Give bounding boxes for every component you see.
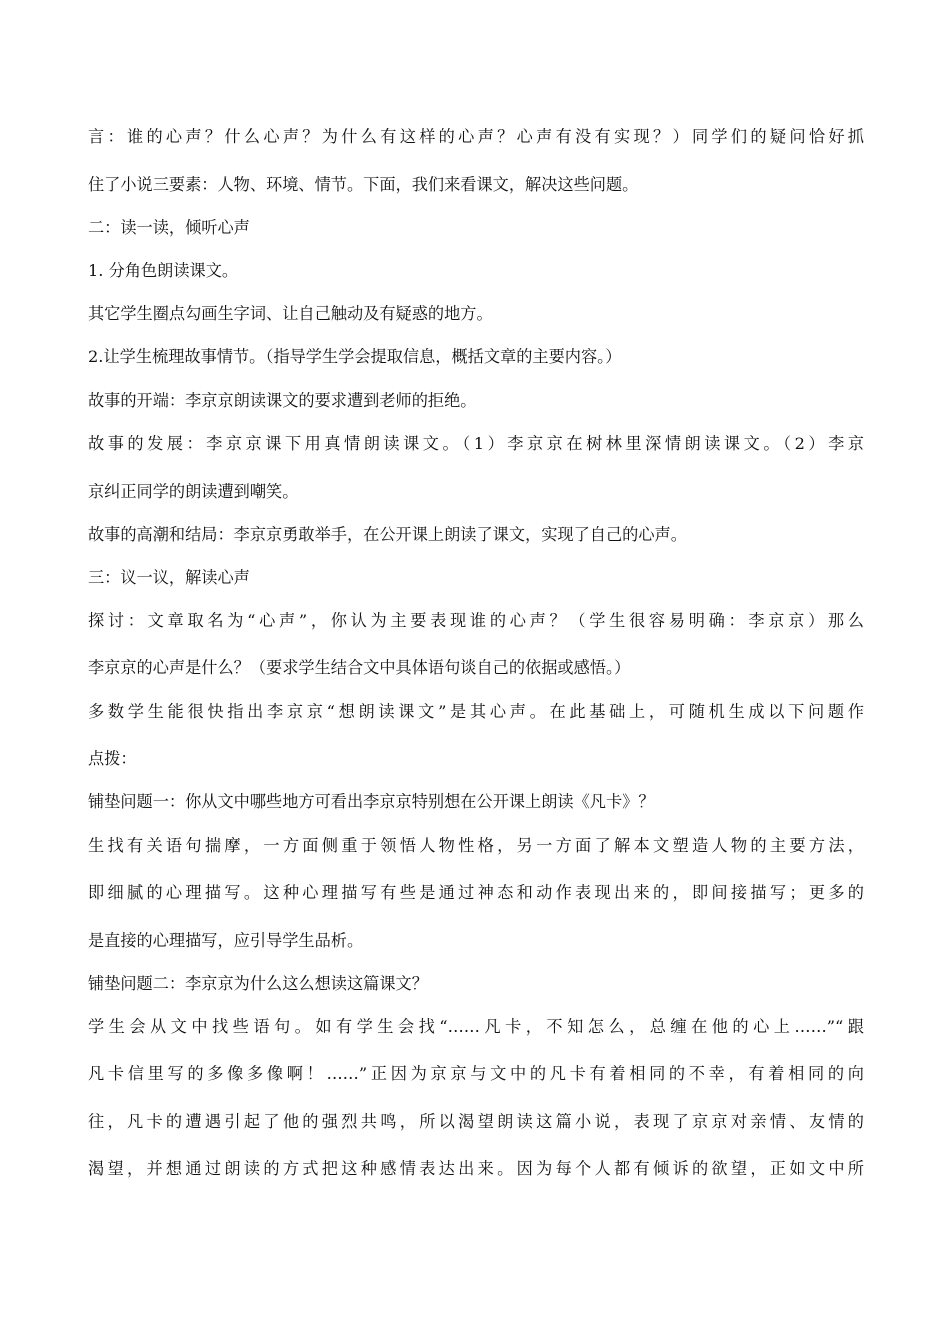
text-line: 凡卡信里写的多像多像啊！……”正因为京京与文中的凡卡有着相同的不幸，有着相同的向 (88, 1064, 864, 1083)
text-line: 点拨： (88, 749, 137, 768)
text-line: 住了小说三要素：人物、环境、情节。下面，我们来看课文，解决这些问题。 (88, 175, 639, 194)
text-line: 李京京的心声是什么？（要求学生结合文中具体语句谈自己的依据或感悟。） (88, 658, 631, 677)
text-line: 京纠正同学的朗读遭到嘲笑。 (88, 482, 299, 501)
text-line: 铺垫问题二：李京京为什么这么想读这篇课文？ (88, 974, 428, 993)
text-line: 故事的发展：李京京课下用真情朗读课文。（1）李京京在树林里深情朗读课文。（2）李京 (88, 434, 864, 453)
text-line: 故事的高潮和结局：李京京勇敢举手，在公开课上朗读了课文，实现了自己的心声。 (88, 525, 687, 544)
text-line: 2.让学生梳理故事情节。（指导学生学会提取信息，概括文章的主要内容。） (88, 347, 622, 366)
text-line: 是直接的心理描写，应引导学生品析。 (88, 931, 364, 950)
text-line: 往，凡卡的遭遇引起了他的强烈共鸣，所以渴望朗读这篇小说，表现了京京对亲情、友情的 (88, 1112, 864, 1131)
text-line: 探讨：文章取名为“心声”，你认为主要表现谁的心声？（学生很容易明确：李京京）那么 (88, 611, 864, 630)
text-line: 铺垫问题一：你从文中哪些地方可看出李京京特别想在公开课上朗读《凡卡》？ (88, 792, 655, 811)
section-heading: 二：读一读，倾听心声 (88, 218, 250, 237)
text-line: 学生会从文中找些语句。如有学生会找“……凡卡，不知怎么，总缠在他的心上……”“跟 (88, 1017, 864, 1036)
text-line: 渴望，并想通过朗读的方式把这种感情表达出来。因为每个人都有倾诉的欲望，正如文中所 (88, 1159, 864, 1178)
text-line: 言：谁的心声？什么心声？为什么有这样的心声？心声有没有实现？）同学们的疑问恰好抓 (88, 127, 864, 146)
text-line: 1. 分角色朗读课文。 (88, 261, 239, 280)
text-line: 多数学生能很快指出李京京“想朗读课文”是其心声。在此基础上，可随机生成以下问题作 (88, 702, 864, 721)
text-line: 其它学生圈点勾画生字词、让自己触动及有疑惑的地方。 (88, 304, 493, 323)
text-line: 故事的开端：李京京朗读课文的要求遭到老师的拒绝。 (88, 391, 477, 410)
text-line: 生找有关语句揣摩，一方面侧重于领悟人物性格，另一方面了解本文塑造人物的主要方法， (88, 836, 864, 855)
section-heading: 三：议一议，解读心声 (88, 568, 250, 587)
text-line: 即细腻的心理描写。这种心理描写有些是通过神态和动作表现出来的，即间接描写；更多的 (88, 883, 864, 902)
